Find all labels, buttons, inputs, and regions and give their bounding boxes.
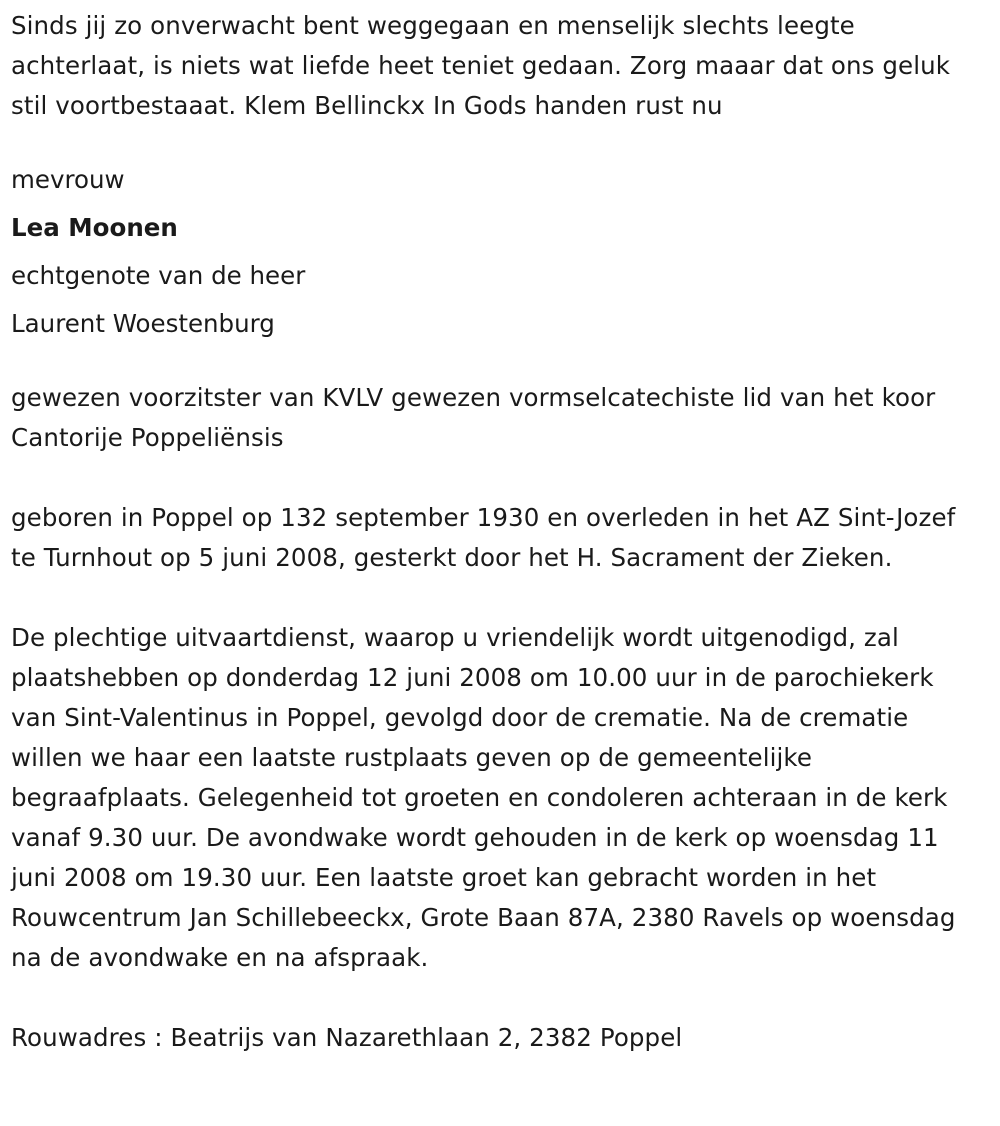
deceased-relation: echtgenote van de heer (11, 261, 306, 290)
deceased-title: mevrouw (11, 165, 125, 194)
birth-death-text: geboren in Poppel op 132 september 1930 en overleden in het AZ Sint-Jozef te Turnhout op 5 juni 2008, gesterkt door het H. Sacrament der Zieken. (11, 503, 956, 572)
obituary-document (11, 6, 986, 1058)
opening-poem: Sinds jij zo onverwacht bent weggegaan en menselijk slechts leegte achterlaat, is niets wat liefde heet teniet gedaan. Zorg maaar dat ons geluk stil voortbestaaat. Klem Bellinckx In Gods handen rust nu (11, 11, 951, 120)
spouse-name: Laurent Woestenburg (11, 309, 275, 338)
mourning-address: Rouwadres : Beatrijs van Nazarethlaan 2, 2382 Poppel (11, 1023, 683, 1052)
deceased-name: Lea Moonen (11, 213, 178, 242)
funeral-info-text: De plechtige uitvaartdienst, waarop u vriendelijk wordt uitgenodigd, zal plaatshebben op donderdag 12 juni 2008 om 10.00 uur in de parochiekerk van Sint-Valentinus in Poppel, gevolgd door de crematie. Na de crematie willen we haar een laatste rustplaats geven op de gemeentelijke begraafplaats. Gelegenheid tot groeten en condoleren achteraan in de kerk vanaf 9.30 uur. De avondwake wordt gehouden in de kerk op woensdag 11 juni 2008 om 19.30 uur. Een laatste groet kan gebracht worden in het Rouwcentrum Jan Schillebeeckx, Grote Baan 87A, 2380 Ravels op woensdag na de avondwake en na afspraak. (11, 623, 956, 972)
roles-text: gewezen voorzitster van KVLV gewezen vormselcatechiste lid van het koor Cantorije Poppeliënsis (11, 383, 936, 452)
